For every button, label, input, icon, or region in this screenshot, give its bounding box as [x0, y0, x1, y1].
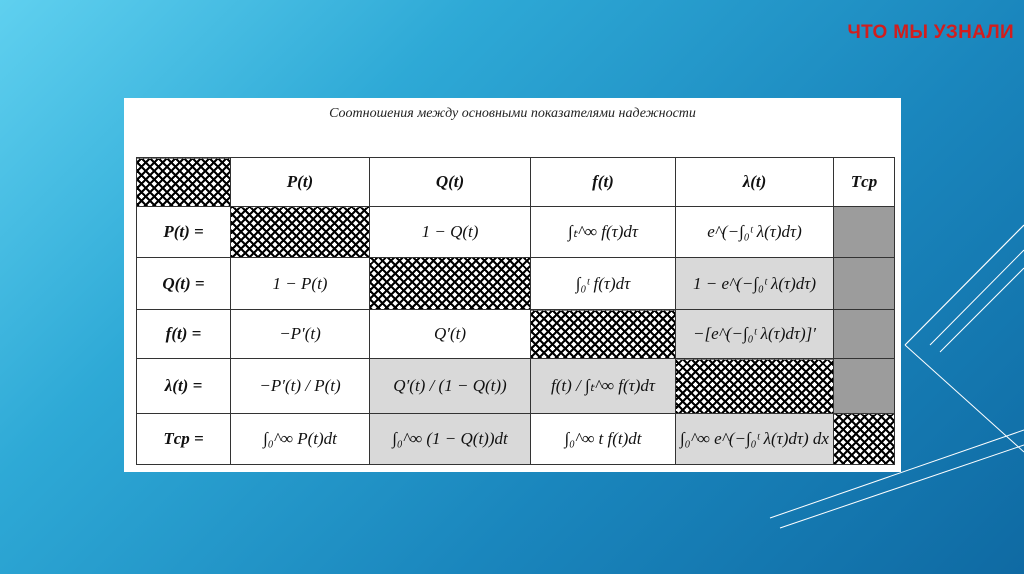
corner-cell	[137, 158, 231, 207]
row-header: Q(t) =	[137, 258, 231, 310]
formula-cell: ∫₀^∞ (1 − Q(t))dt	[370, 414, 531, 465]
col-header: P(t)	[231, 158, 370, 207]
diagonal-cell	[370, 258, 531, 310]
diagonal-cell	[676, 359, 834, 414]
table-row	[137, 414, 895, 465]
relations-figure	[124, 98, 901, 472]
formula-cell: e^(−∫₀ᵗ λ(τ)dτ)	[676, 207, 834, 258]
table-row	[137, 207, 895, 258]
row-header: f(t) =	[137, 310, 231, 359]
row-header: λ(t) =	[137, 359, 231, 414]
empty-cell	[834, 310, 895, 359]
col-header: f(t)	[531, 158, 676, 207]
col-header: Q(t)	[370, 158, 531, 207]
formula-cell: 1 − P(t)	[231, 258, 370, 310]
table-caption: Соотношения между основными показателями надежности	[329, 106, 696, 121]
formula-cell: ∫₀^∞ t f(t)dt	[531, 414, 676, 465]
col-header: Tср	[834, 158, 895, 207]
formula-cell: 1 − Q(t)	[370, 207, 531, 258]
formula-cell: −P′(t) / P(t)	[231, 359, 370, 414]
diagonal-cell	[231, 207, 370, 258]
col-header: λ(t)	[676, 158, 834, 207]
formula-cell: ∫₀^∞ e^(−∫₀ᵗ λ(τ)dτ) dx	[676, 414, 834, 465]
formula-cell: −[e^(−∫₀ᵗ λ(τ)dτ)]′	[676, 310, 834, 359]
formula-cell: ∫ₜ^∞ f(τ)dτ	[531, 207, 676, 258]
empty-cell	[834, 207, 895, 258]
formula-cell: ∫₀ᵗ f(τ)dτ	[531, 258, 676, 310]
diagonal-cell	[531, 310, 676, 359]
formula-cell: Q′(t) / (1 − Q(t))	[370, 359, 531, 414]
formula-cell: f(t) / ∫ₜ^∞ f(τ)dτ	[531, 359, 676, 414]
empty-cell	[834, 359, 895, 414]
formula-cell: −P′(t)	[231, 310, 370, 359]
formula-cell: ∫₀^∞ P(t)dt	[231, 414, 370, 465]
formula-cell: 1 − e^(−∫₀ᵗ λ(τ)dτ)	[676, 258, 834, 310]
slide-title: ЧТО МЫ УЗНАЛИ	[847, 22, 1014, 43]
row-header: Tср =	[137, 414, 231, 465]
table-row	[137, 258, 895, 310]
row-header: P(t) =	[137, 207, 231, 258]
empty-cell	[834, 258, 895, 310]
relations-table	[136, 157, 895, 465]
table-row	[137, 359, 895, 414]
table-row	[137, 310, 895, 359]
formula-cell: Q′(t)	[370, 310, 531, 359]
diagonal-cell	[834, 414, 895, 465]
header-row	[137, 158, 895, 207]
